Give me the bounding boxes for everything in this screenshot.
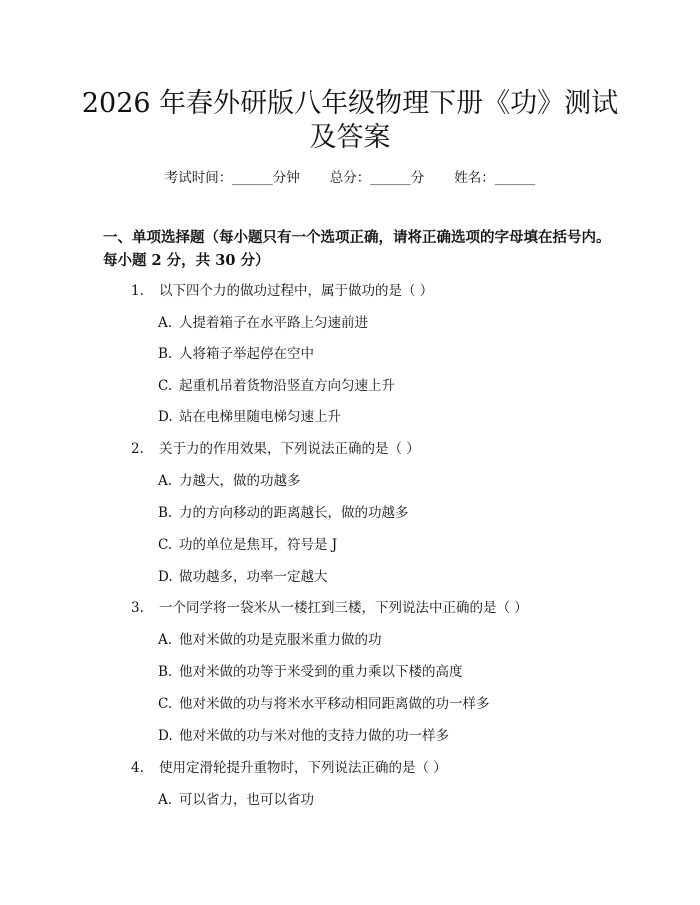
question-number: 3. [131,600,144,616]
option-text: 他对米做的功与将米水平移动相同距离做的功一样多 [179,696,490,712]
question-3 [131,598,528,618]
question-2 [131,439,420,459]
option-text: 他对米做的功与米对他的支持力做的功一样多 [179,728,449,744]
option-text: 起重机吊着货物沿竖直方向匀速上升 [179,378,395,394]
option-text: 力的方向移动的距离越长，做的功越多 [179,505,409,521]
option-text: 他对米做的功等于米受到的重力乘以下楼的高度 [179,664,463,680]
question-3-option-a [158,630,382,650]
exam-time-blank: ______ [232,170,273,186]
option-letter: D. [158,728,173,744]
section-heading-line1: 一、单项选择题（每小题只有一个选项正确，请将正确选项的字母填在括号内。 [103,229,611,246]
total-score-blank: ______ [370,170,411,186]
question-3-option-d [158,726,449,746]
option-letter: B. [158,346,173,362]
option-text: 可以省力，也可以省功 [179,792,314,808]
exam-time-unit: 分钟 [272,170,300,186]
question-number: 1. [131,283,144,299]
student-name-blank: ______ [494,170,536,186]
student-name-label: 姓名： [454,170,495,186]
question-1 [131,281,433,301]
question-4 [131,758,447,778]
question-1-option-a [158,313,368,333]
question-text: 一个同学将一袋米从一楼扛到三楼，下列说法中正确的是（ ） [159,600,528,616]
option-text: 功的单位是焦耳，符号是 J [179,537,338,553]
option-letter: A. [158,792,173,808]
total-score-unit: 分 [410,170,425,186]
option-text: 做功越多，功率一定越大 [179,569,328,585]
option-letter: A. [158,315,173,331]
option-text: 人将箱子举起停在空中 [179,346,314,362]
option-letter: C. [158,696,173,712]
option-letter: C. [158,378,173,394]
total-score-label: 总分： [329,170,371,186]
question-3-option-c [158,694,490,714]
question-2-option-b [158,503,409,523]
question-text: 以下四个力的做功过程中，属于做功的是（ ） [159,283,434,299]
question-text: 关于力的作用效果，下列说法正确的是（ ） [159,441,420,457]
option-letter: B. [158,505,173,521]
question-1-option-c [158,376,395,396]
question-number: 4. [131,760,144,776]
option-text: 他对米做的功是克服米重力做的功 [179,632,382,648]
option-letter: D. [158,569,173,585]
option-letter: D. [158,409,173,425]
option-letter: B. [158,664,173,680]
question-text: 使用定滑轮提升重物时，下列说法正确的是（ ） [159,760,447,776]
question-3-option-b [158,662,463,682]
section-heading-line2: 每小题 2 分，共 30 分） [103,252,270,269]
document-title-line1: 2026 年春外研版八年级物理下册《功》测试 [81,88,619,119]
option-letter: A. [158,632,173,648]
question-2-option-d [158,567,328,587]
question-2-option-a [158,471,301,491]
option-letter: A. [158,473,173,489]
question-2-option-c [158,535,337,555]
option-letter: C. [158,537,173,553]
option-text: 力越大，做的功越多 [179,473,301,489]
question-number: 2. [131,441,144,457]
exam-time-label: 考试时间： [164,170,233,186]
question-4-option-a [158,790,314,810]
option-text: 人提着箱子在水平路上匀速前进 [179,315,368,331]
option-text: 站在电梯里随电梯匀速上升 [179,409,341,425]
document-title-line2: 及答案 [309,122,391,153]
question-1-option-b [158,344,314,364]
exam-meta [0,168,700,188]
question-1-option-d [158,407,341,427]
